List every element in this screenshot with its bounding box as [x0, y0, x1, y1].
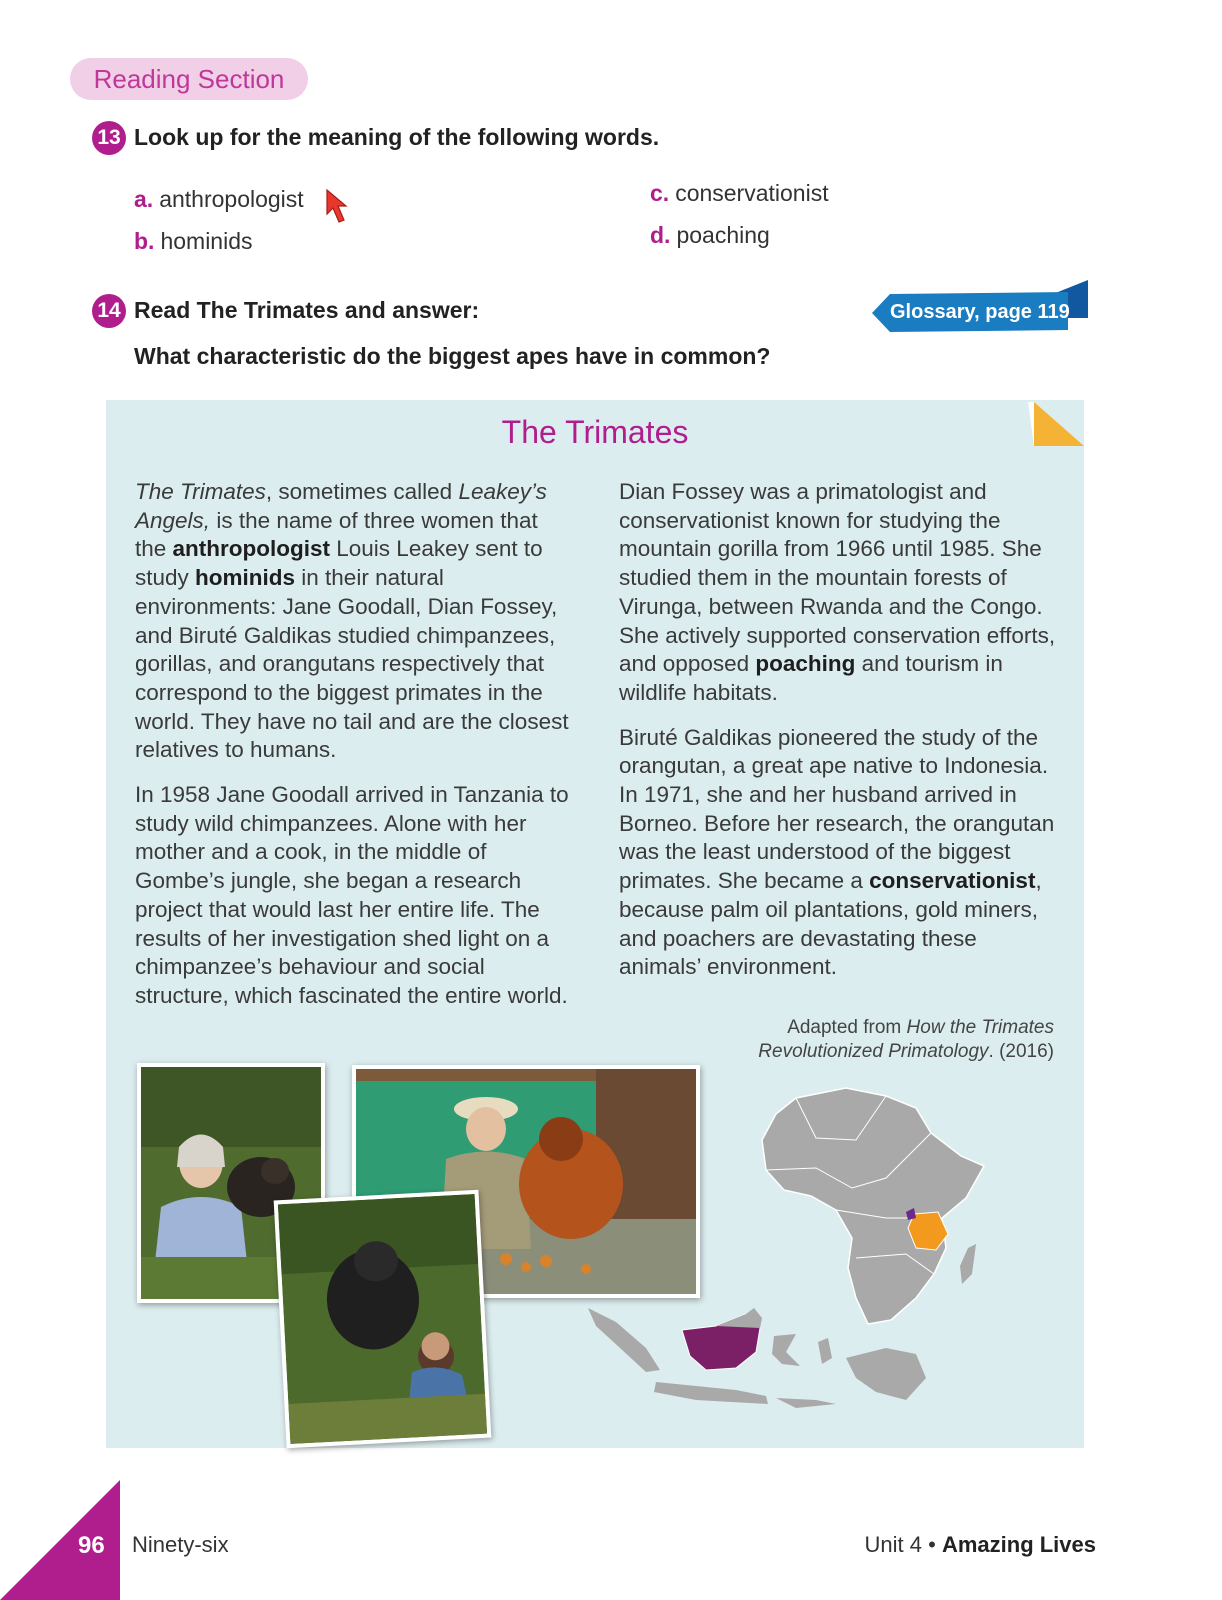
article-paragraph: Dian Fossey was a primatologist and conservationist known for studying the mountain gorilla from 1966 until 1985. She studied them in the mountain forests of Virunga, between Rwanda and the Congo. She actively supported conservation efforts, and opposed poaching and tourism in wildlife habitats. [619, 479, 1056, 705]
article-left-column [135, 478, 575, 1027]
word-text: anthropologist [159, 186, 304, 212]
article-source: Adapted from How the Trimates Revolutionized Primatology. (2016) [758, 1017, 1054, 1062]
word-letter: d. [650, 222, 671, 248]
article-paragraph: Biruté Galdikas pioneered the study of the orangutan, a great ape native to Indonesia. In 1971, she and her husband arrived in Borneo. Before her research, the orangutan was the least understood of the biggest primates. She became a conservationist, because palm oil plantations, gold miners, and poachers are devastating these animals’ environment. [619, 724, 1055, 980]
map-africa [756, 1078, 992, 1330]
photo-fossey-gorilla [274, 1190, 492, 1448]
section-label: Reading Section [70, 58, 308, 100]
word-item-d [650, 222, 770, 249]
keyword-conservationist: conservationist [869, 868, 1036, 894]
question-13-prompt: Look up for the meaning of the following words. [134, 124, 660, 150]
keyword-hominids: hominids [195, 565, 296, 591]
keyword-anthropologist: anthropologist [172, 536, 331, 562]
word-item-a [134, 186, 304, 213]
unit-title: Unit 4 • Amazing Lives [864, 1532, 1096, 1557]
article-paragraph: The Trimates, sometimes called Leakey’s Angels, is the name of three women that the anthropologist Louis Leakey sent to study hominids in their natural environments: Jane Goodall, Dian Fossey, and Biruté Galdikas studied chimpanzees, gorillas, and orangutans respectively that correspond to the biggest primates in the world. They have no tail and are the closest relatives to humans. [135, 479, 569, 763]
question-14-prompt: Read The Trimates and answer: [134, 297, 480, 323]
question-14-number: 14 [92, 294, 126, 328]
word-text: poaching [676, 222, 770, 248]
article-paragraph: In 1958 Jane Goodall arrived in Tanzania to study wild chimpanzees. Alone with her mother and a cook, in the middle of Gombe’s jungle, she began a research project that would last her entire life. The results of her investigation shed light on a chimpanzee’s behaviour and social structure, which fascinated the entire world. [135, 782, 569, 1008]
cursor-arrow-icon [324, 188, 352, 228]
word-text: hominids [160, 228, 253, 254]
word-letter: b. [134, 228, 155, 254]
page-number-words: Ninety-six [132, 1532, 229, 1557]
map-indonesia [586, 1308, 936, 1448]
word-item-b [134, 228, 253, 255]
word-item-c [650, 180, 829, 207]
article-title: The Trimates [501, 414, 689, 450]
glossary-link[interactable]: Glossary, page 119 [890, 301, 1070, 323]
article-right-column [619, 478, 1059, 998]
word-text: conservationist [675, 180, 829, 206]
word-letter: a. [134, 186, 154, 212]
page-number: 96 [78, 1532, 105, 1559]
question-14-question: What characteristic do the biggest apes have in common? [134, 343, 771, 369]
question-13-number: 13 [92, 121, 126, 155]
keyword-poaching: poaching [755, 651, 856, 677]
word-letter: c. [650, 180, 670, 206]
